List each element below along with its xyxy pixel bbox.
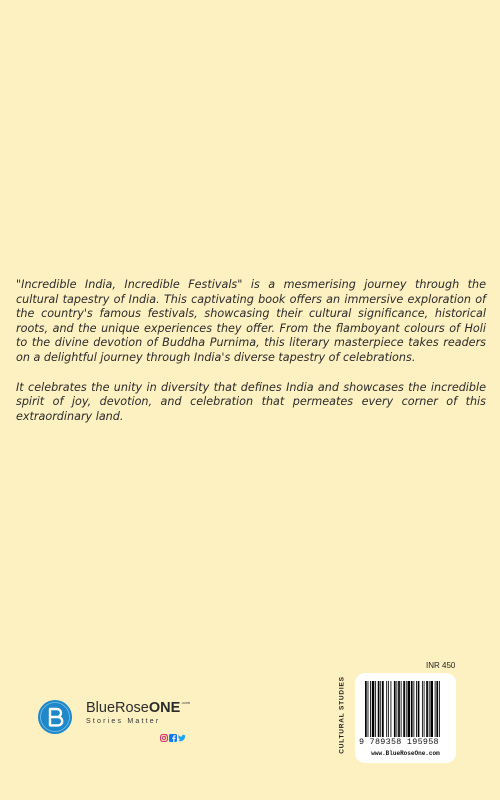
blurb-paragraph-2: It celebrates the unity in diversity that defines India and showcases the incredible spirit of joy, devotion, and celebration that permeates every corner of this extraordinary land. [16,380,486,423]
bluerose-b-logo-icon [38,700,72,734]
barcode-bar [429,681,430,737]
blurb-paragraph-1: "Incredible India, Incredible Festivals" is a mesmerising journey through the cultural tapestry of India. This captivating book offers an immersive exploration of the country's famous festivals, showcasing their cultural significance, historical roots, and the unique experiences they offer. From the flamboyant colours of Holi to the divine devotion of Buddha Purnima, this literary masterpiece takes readers on a delightful journey through India's diverse tapestry of celebrations. [16,278,486,364]
publisher-tagline: Stories Matter [86,718,161,725]
barcode-bar [378,681,380,737]
social-icons [160,727,186,736]
book-blurb [16,278,486,439]
twitter-icon [178,727,186,735]
barcode-bar [426,681,428,737]
barcode-bar [394,681,396,737]
barcode-bar [418,681,420,737]
isbn-barcode [365,681,447,737]
barcode-bar [435,681,436,737]
barcode-bar [422,681,423,737]
publisher-name-suffix: .com [181,700,190,705]
facebook-icon [169,727,177,735]
barcode-bar [365,681,367,737]
barcode-bar [411,681,413,737]
barcode-bar [398,681,400,737]
isbn-digits: 9 789358 195958 [359,737,439,747]
barcode-bar [372,681,375,737]
barcode-bar [382,681,384,737]
price-label: INR 450 [426,661,456,670]
barcode-bar [413,681,414,737]
barcode-bar [424,681,425,737]
barcode-bar [401,681,402,737]
publisher-name [86,700,190,716]
barcode-bar [368,681,369,737]
barcode-bar [406,681,407,737]
barcode-bar [408,681,411,737]
genre-text: CULTURAL STUDIES [338,676,346,754]
barcode-bar [403,681,405,737]
isbn-barcode-panel [355,673,456,763]
barcode-bar [430,681,433,737]
publisher-website: www.BlueRoseOne.com [371,750,440,757]
publisher-name-part2: ONE [148,700,181,716]
barcode-bar [386,681,387,737]
barcode-bar [388,681,389,737]
barcode-bar [370,681,371,737]
genre-label [337,668,347,762]
barcode-bar [375,681,376,737]
barcode-bar [416,681,417,737]
barcode-bar [380,681,381,737]
instagram-icon [160,727,168,735]
publisher-name-part1: BlueRose [86,700,149,716]
barcode-bar [436,681,438,737]
barcode-bar [391,681,392,737]
barcode-bar [396,681,397,737]
barcode-bar [439,681,440,737]
